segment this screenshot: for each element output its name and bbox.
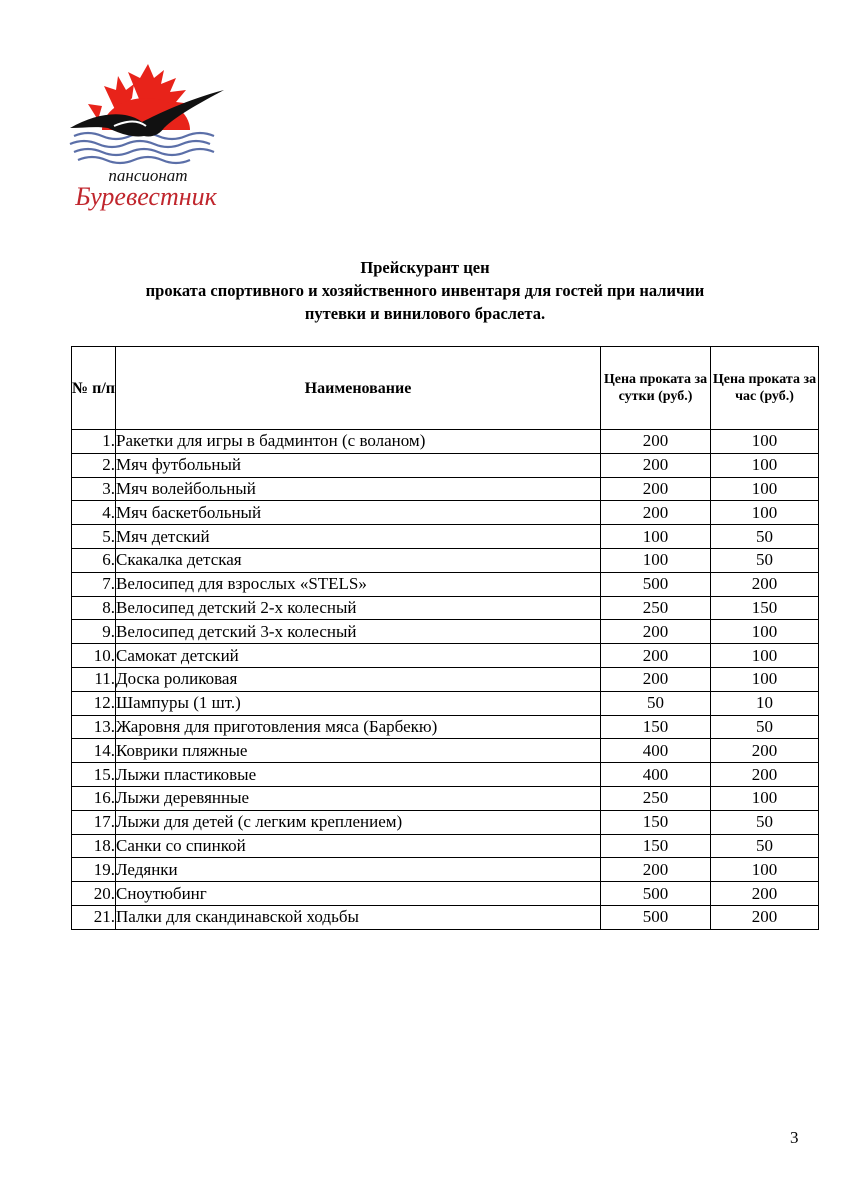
table-row [72,715,819,739]
row-number: 5. [72,525,116,549]
title-line-1: Прейскурант цен [360,258,490,277]
price-per-day: 500 [601,882,711,906]
price-per-day: 250 [601,596,711,620]
price-per-day: 200 [601,501,711,525]
water-waves [70,133,214,163]
row-number: 1. [72,430,116,454]
price-per-day: 150 [601,810,711,834]
price-per-hour: 100 [711,644,819,668]
price-per-hour: 100 [711,430,819,454]
row-number: 17. [72,810,116,834]
title-line-3: путевки и винилового браслета. [304,304,546,323]
price-per-hour: 10 [711,691,819,715]
price-per-hour: 100 [711,858,819,882]
table-row [72,525,819,549]
item-name: Мяч детский [116,525,601,549]
table-row [72,477,819,501]
item-name: Сноутюбинг [116,882,601,906]
item-name: Скакалка детская [116,548,601,572]
price-per-hour: 100 [711,453,819,477]
table-row [72,548,819,572]
item-name: Самокат детский [116,644,601,668]
item-name: Ледянки [116,858,601,882]
price-per-day: 200 [601,477,711,501]
row-number: 16. [72,786,116,810]
price-per-hour: 50 [711,548,819,572]
price-per-day: 200 [601,667,711,691]
row-number: 14. [72,739,116,763]
row-number: 20. [72,882,116,906]
row-number: 19. [72,858,116,882]
table-row [72,858,819,882]
item-name: Лыжи для детей (с легким креплением) [116,810,601,834]
row-number: 2. [72,453,116,477]
price-per-hour: 100 [711,786,819,810]
table-row [72,620,819,644]
item-name: Шампуры (1 шт.) [116,691,601,715]
table-row [72,810,819,834]
price-per-hour: 200 [711,739,819,763]
row-number: 21. [72,905,116,929]
table-row [72,763,819,787]
price-table [71,346,819,930]
price-per-hour: 50 [711,810,819,834]
table-header-row [72,347,819,430]
logo-graphic [68,64,228,214]
row-number: 15. [72,763,116,787]
price-per-day: 150 [601,834,711,858]
price-per-day: 50 [601,691,711,715]
document-title [60,256,790,325]
price-per-day: 400 [601,763,711,787]
header-price-hour: Цена проката за час (руб.) [711,347,819,430]
item-name: Мяч баскетбольный [116,501,601,525]
table-row [72,882,819,906]
row-number: 13. [72,715,116,739]
price-per-hour: 200 [711,763,819,787]
title-line-2: проката спортивного и хозяйственного инвентаря для гостей при наличии [145,281,705,300]
table-row [72,667,819,691]
price-per-day: 250 [601,786,711,810]
price-per-day: 100 [601,548,711,572]
price-per-day: 500 [601,572,711,596]
table-row [72,691,819,715]
price-per-day: 200 [601,858,711,882]
row-number: 7. [72,572,116,596]
row-number: 10. [72,644,116,668]
price-per-hour: 200 [711,905,819,929]
item-name: Мяч футбольный [116,453,601,477]
row-number: 3. [72,477,116,501]
price-per-day: 200 [601,453,711,477]
price-per-day: 150 [601,715,711,739]
price-per-hour: 50 [711,715,819,739]
item-name: Санки со спинкой [116,834,601,858]
table-row [72,644,819,668]
table-row [72,786,819,810]
price-per-day: 100 [601,525,711,549]
item-name: Мяч волейбольный [116,477,601,501]
item-name: Палки для скандинавской ходьбы [116,905,601,929]
row-number: 8. [72,596,116,620]
item-name: Коврики пляжные [116,739,601,763]
table-row [72,739,819,763]
item-name: Велосипед для взрослых «STELS» [116,572,601,596]
price-per-hour: 200 [711,572,819,596]
item-name: Доска роликовая [116,667,601,691]
table-row [72,834,819,858]
pension-logo [68,64,228,214]
price-per-hour: 50 [711,525,819,549]
price-per-day: 200 [601,644,711,668]
logo-text-line1: пансионат [108,166,188,185]
price-per-hour: 150 [711,596,819,620]
table-row [72,905,819,929]
item-name: Лыжи деревянные [116,786,601,810]
table-row [72,572,819,596]
page-number: 3 [790,1128,799,1147]
price-per-hour: 100 [711,477,819,501]
item-name: Велосипед детский 2-х колесный [116,596,601,620]
table-row [72,453,819,477]
item-name: Жаровня для приготовления мяса (Барбекю) [116,715,601,739]
row-number: 11. [72,667,116,691]
price-per-hour: 50 [711,834,819,858]
logo-text-line2: Буревестник [75,182,217,211]
price-per-hour: 100 [711,667,819,691]
row-number: 12. [72,691,116,715]
header-name: Наименование [116,347,601,430]
item-name: Ракетки для игры в бадминтон (с воланом) [116,430,601,454]
header-price-day: Цена проката за сутки (руб.) [601,347,711,430]
price-per-day: 500 [601,905,711,929]
price-per-day: 400 [601,739,711,763]
row-number: 9. [72,620,116,644]
item-name: Велосипед детский 3-х колесный [116,620,601,644]
row-number: 6. [72,548,116,572]
table-row [72,430,819,454]
price-per-day: 200 [601,430,711,454]
row-number: 4. [72,501,116,525]
table-row [72,501,819,525]
price-per-hour: 100 [711,501,819,525]
row-number: 18. [72,834,116,858]
item-name: Лыжи пластиковые [116,763,601,787]
header-number: № п/п [72,347,116,430]
price-per-hour: 200 [711,882,819,906]
table-row [72,596,819,620]
price-per-day: 200 [601,620,711,644]
price-per-hour: 100 [711,620,819,644]
